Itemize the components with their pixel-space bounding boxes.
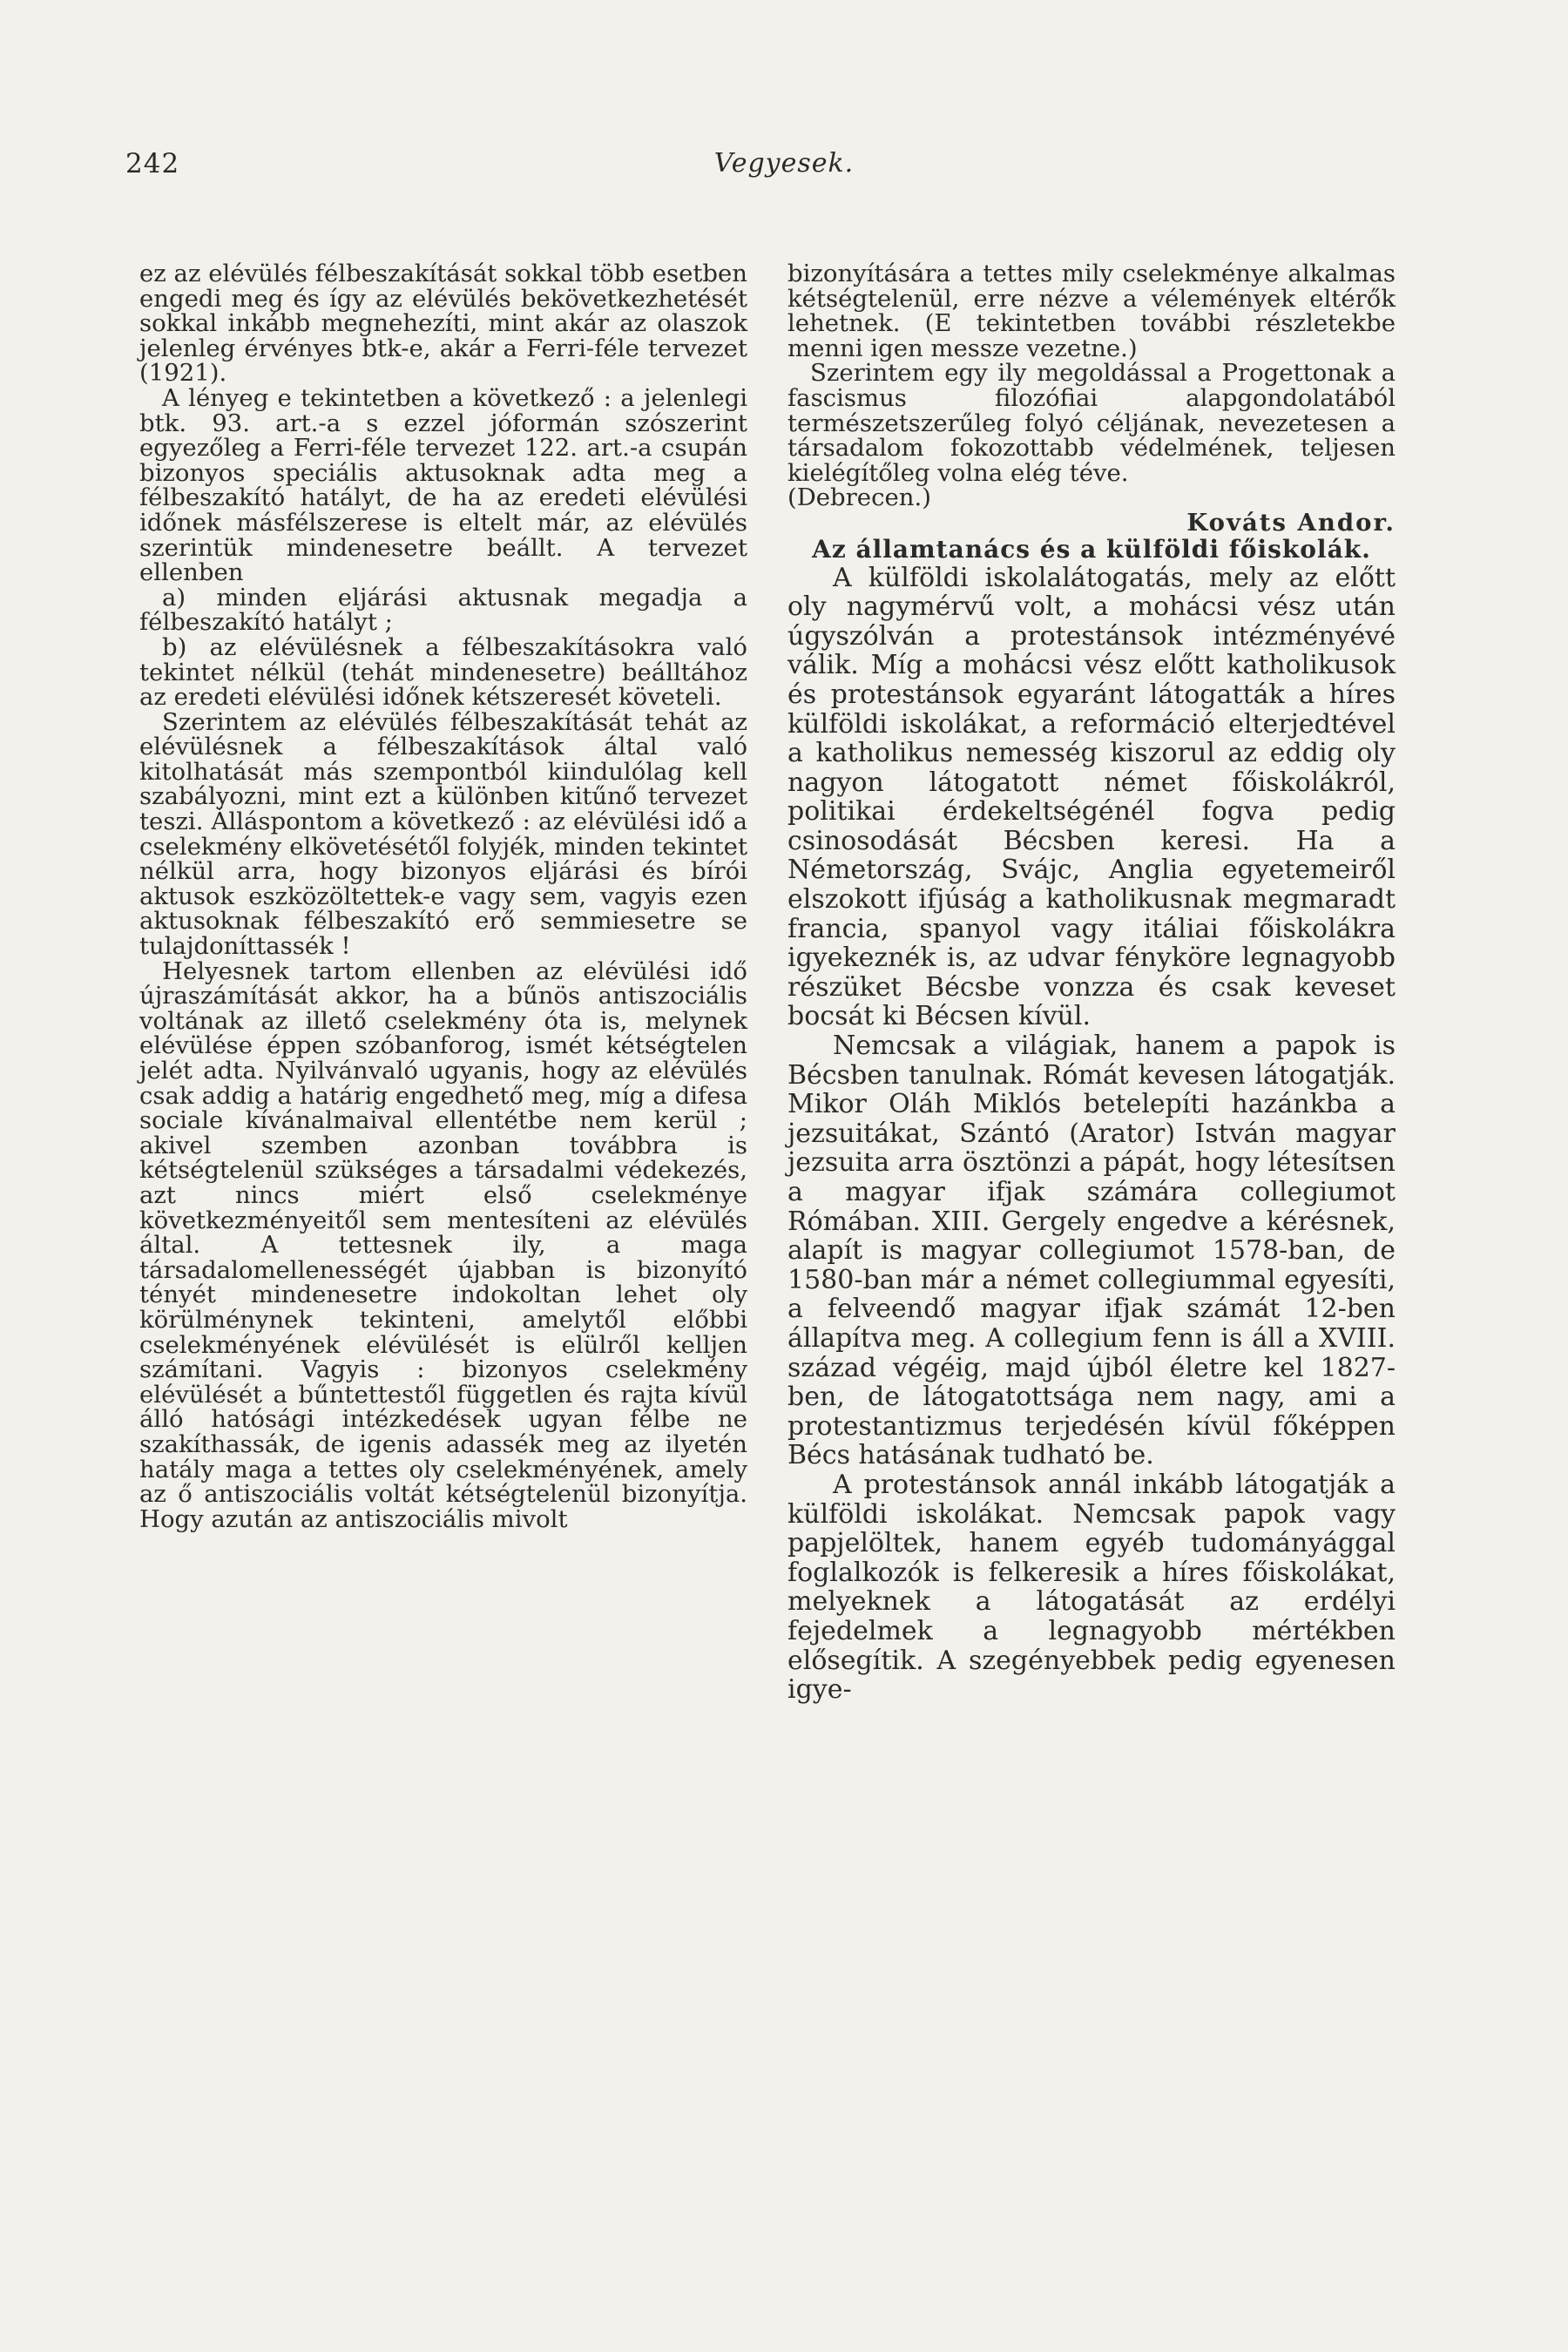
right-column (787, 261, 1396, 1705)
page-number: 242 (125, 148, 180, 179)
paragraph: A külföldi iskolalátogatás, mely az előtt oly nagymérvű volt, a mohácsi vész után úgyszólván a protestánsok intézményévé válik. Míg a mohácsi vész előtt katholikusok és protestánsok egyaránt látogatták a híres külföldi iskolákat, a reformáció elterjedtével a katholikus nemesség kiszorul az eddig oly nagyon látogatott német főiskolákról, politikai érdekeltségénél fogva pedig csinosodását Bécsben keresi. Ha a Németország, Svájc, Anglia egyetemeiről elszokott ifjúság a katholikusnak megmaradt francia, spanyol vagy itáliai főiskolákra igyekeznék is, az udvar fényköre legnagyobb részüket Bécsbe vonzza és csak keveset bocsát ki Bécsen kívül. (787, 562, 1396, 1032)
list-item-b: b) az elévülésnek a félbeszakításokra való tekintet nélkül (tehát mindenesetre) beálltához az eredeti elévülési időnek kétszeresét követeli. (139, 632, 747, 712)
section-body (787, 564, 1396, 1705)
paragraph: Szerintem az elévülés félbeszakítását tehát az elévülésnek a félbeszakítások által való kitolhatását más szempontból kiindulólag kell szabályozni, mint ezt a különben kitűnő tervezet teszi. Álláspontom a következő : az elévülési idő a cselekmény elkövetésétől folyjék, minden tekintet nélkül arra, hogy bizonyos eljárási és bírói aktusok eszközöltettek-e vagy sem, vagyis ezen aktusoknak félbeszakító erő semmiesetre se tulajdoníttassék ! (139, 707, 747, 961)
paragraph: Helyesnek tartom ellenben az elévülési idő újraszámítását akkor, ha a bűnös antiszociális voltának az illető cselekmény óta is, melynek elévülése éppen szóbanforog, ismét kétségtelen jelét adta. Nyilvánvaló ugyanis, hogy az elévülés csak addig a határig engedhető meg, míg a difesa sociale kívánalmaival ellentétbe nem kerül ; akivel szemben azonban továbbra is kétségtelenül szükséges a társadalmi védekezés, azt nincs miért első cselekménye következményeitől sem mentesíteni az elévülés által. A tettesnek ily, a maga társadalomellenességét újabban is bizonyító tényét mindenesetre indokoltan lehet oly körülménynek tekinteni, amelytől előbbi cselekményének elévülését is elülről kelljen számítani. Vagyis : bizonyos cselekmény elévülését a bűntettestől független és rajta kívül álló hatósági intézkedések ugyan félbe ne szakíthassák, de igenis adassék meg az ilyetén hatály maga a tettes oly cselekményének, amely az ő antiszociális voltát kétségtelenül bizonyítja. Hogy azután az antiszociális mivolt (139, 956, 747, 1533)
paragraph: A lényeg e tekintetben a következő : a jelenlegi btk. 93. art.-a s ezzel jóformán szószerint egyezőleg a Ferri-féle tervezet 122. art.-a csupán bizonyos speciális aktusoknak adta meg a félbeszakító hatályt, de ha az eredeti elévülési időnek másfélszerese is eltelt már, az elévülés szerintük mindenesetre beállt. A tervezet ellenben (139, 383, 747, 587)
author-signature: Kováts Andor. (1186, 508, 1396, 537)
running-head: Vegyesek. (713, 148, 855, 179)
paragraph: bizonyítására a tettes mily cselekménye alkalmas kétségtelenül, erre nézve a vélemények eltérők lehetnek. (E tekintetben további részletekbe menni igen messze vezetne.) (787, 260, 1396, 362)
paragraph: Szerintem egy ily megoldással a Progettonak a fascismus filozófiai alapgondolatából természetszerűleg folyó céljának, nevezetesen a társadalom fokozottabb védelmének, teljesen kielégítőleg volna elég téve. (787, 359, 1396, 487)
paragraph: ez az elévülés félbeszakítását sokkal több esetben engedi meg és így az elévülés bekövetkezhetését sokkal inkább megnehezíti, mint akár az olaszok jelenleg érvényes btk-e, akár a Ferri-féle tervezet (1921). (139, 260, 747, 388)
section-title: Az államtanács és a külföldi főiskolák. (812, 534, 1371, 564)
place-note: (Debrecen.) (787, 483, 931, 512)
list-item-a: a) minden eljárási aktusnak megadja a félbeszakító hatályt ; (139, 583, 747, 637)
paragraph: Nemcsak a világiak, hanem a papok is Bécsben tanulnak. Rómát kevesen látogatják. Mikor Oláh Miklós betelepíti hazánkba a jezsuitákat, Szántó (Arator) István magyar jezsuita arra ösztönzi a pápát, hogy létesítsen a magyar ifjak számára collegiumot Rómában. XIII. Gergely engedve a kérésnek, alapít is magyar collegiumot 1578-ban, de 1580-ban már a német collegiummal egyesíti, a felveendő magyar ifjak számát 12-ben állapítva meg. A collegium fenn is áll a XVIII. század végéig, majd újból életre kel 1827-ben, de látogatottsága nem nagy, ami a protestantizmus terjedésén kívül főképpen Bécs hatásának tudható be. (787, 1031, 1396, 1471)
paragraph: A protestánsok annál inkább látogatják a külföldi iskolákat. Nemcsak papok vagy papjelöltek, hanem egyéb tudományággal foglalkozók is felkeresik a híres főiskolákat, melyeknek a látogatását az erdélyi fejedelmek a legnagyobb mértékben elősegítik. A szegényebbek pedig egyenesen igye- (787, 1469, 1396, 1706)
left-column (139, 261, 747, 1531)
